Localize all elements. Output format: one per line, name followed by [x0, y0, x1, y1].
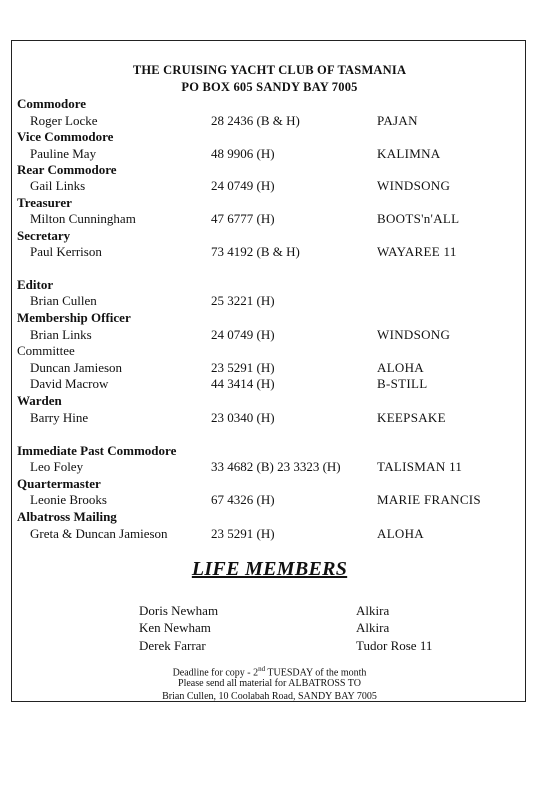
officer-name: Greta & Duncan Jamieson	[30, 526, 168, 541]
role-heading	[0, 195, 539, 212]
deadline-prefix: Deadline for copy - 2	[172, 667, 259, 679]
life-member-name: Derek Farrar	[139, 638, 206, 653]
officer-boat: MARIE FRANCIS	[377, 492, 481, 507]
officer-name: Barry Hine	[30, 410, 89, 425]
officer-phone: 24 0749 (H)	[211, 327, 275, 342]
role-label: Membership Officer	[17, 310, 131, 325]
officer-phone: 47 6777 (H)	[211, 211, 275, 226]
deadline-suffix: TUESDAY of the month	[265, 667, 367, 679]
officer-row	[0, 146, 539, 163]
officer-row	[0, 492, 539, 509]
officer-boat: WINDSONG	[377, 178, 451, 193]
officer-row	[0, 459, 539, 476]
officer-name: Duncan Jamieson	[30, 360, 123, 375]
role-label: Commodore	[17, 96, 87, 111]
officer-phone: 23 5291 (H)	[211, 360, 275, 375]
role-label: Warden	[17, 393, 62, 408]
officer-phone: 24 0749 (H)	[211, 178, 275, 193]
life-member-row	[0, 603, 539, 620]
role-heading	[0, 96, 539, 113]
officer-row	[0, 327, 539, 344]
officer-boat: WINDSONG	[377, 327, 451, 342]
role-heading	[0, 393, 539, 410]
role-label: Editor	[17, 277, 54, 292]
role-label: Vice Commodore	[17, 129, 114, 144]
officer-boat: KEEPSAKE	[377, 410, 446, 425]
officer-boat: ALOHA	[377, 360, 424, 375]
footer-instruction: Please send all material for ALBATROSS TO	[178, 678, 361, 689]
officer-phone: 33 4682 (B) 23 3323 (H)	[211, 459, 341, 474]
officer-row	[0, 113, 539, 130]
life-member-row	[0, 620, 539, 637]
officer-name: Brian Links	[30, 327, 92, 342]
role-heading	[0, 228, 539, 245]
role-label: Secretary	[17, 228, 71, 243]
life-member-boat: Tudor Rose 11	[356, 638, 433, 653]
deadline-superscript: nd	[258, 665, 266, 673]
officer-row	[0, 244, 539, 261]
role-label: Albatross Mailing	[17, 509, 117, 524]
officer-name: Brian Cullen	[30, 293, 97, 308]
officer-phone: 23 5291 (H)	[211, 526, 275, 541]
role-label: Quartermaster	[17, 476, 101, 491]
officer-boat: WAYAREE 11	[377, 244, 457, 259]
officer-row	[0, 360, 539, 377]
role-heading	[0, 509, 539, 526]
life-member-boat: Alkira	[356, 620, 390, 635]
role-heading	[0, 310, 539, 327]
life-member-row	[0, 638, 539, 655]
role-label: Committee	[17, 343, 75, 358]
officer-phone: 48 9906 (H)	[211, 146, 275, 161]
officer-row	[0, 293, 539, 310]
life-member-name: Ken Newham	[139, 620, 211, 635]
role-heading	[0, 129, 539, 146]
club-address: PO BOX 605 SANDY BAY 7005	[181, 80, 358, 94]
officer-phone: 23 0340 (H)	[211, 410, 275, 425]
officer-name: Milton Cunningham	[30, 211, 136, 226]
club-title: THE CRUISING YACHT CLUB OF TASMANIA	[132, 63, 407, 77]
life-members-title: LIFE MEMBERS	[191, 558, 348, 580]
officer-phone: 44 3414 (H)	[211, 376, 275, 391]
role-heading	[0, 343, 539, 360]
officer-boat: B-STILL	[377, 376, 428, 391]
officer-boat: KALIMNA	[377, 146, 441, 161]
officer-name: Leonie Brooks	[30, 492, 107, 507]
officer-row	[0, 526, 539, 543]
footer-address: Brian Cullen, 10 Coolabah Road, SANDY BAY 7005	[162, 691, 377, 702]
role-label: Rear Commodore	[17, 162, 117, 177]
officer-boat: BOOTS'n'ALL	[377, 211, 460, 226]
officer-phone: 25 3221 (H)	[211, 293, 275, 308]
officer-name: Pauline May	[30, 146, 97, 161]
officer-name: Gail Links	[30, 178, 86, 193]
officer-boat: ALOHA	[377, 526, 424, 541]
officer-name: Paul Kerrison	[30, 244, 102, 259]
role-heading	[0, 476, 539, 493]
officer-boat: TALISMAN 11	[377, 459, 463, 474]
officer-row	[0, 178, 539, 195]
officer-phone: 67 4326 (H)	[211, 492, 275, 507]
officer-phone: 73 4192 (B & H)	[211, 244, 300, 259]
officer-row	[0, 376, 539, 393]
officer-name: Leo Foley	[30, 459, 84, 474]
officer-name: David Macrow	[30, 376, 109, 391]
role-heading	[0, 162, 539, 179]
officer-boat: PAJAN	[377, 113, 418, 128]
life-member-name: Doris Newham	[139, 603, 219, 618]
officer-name: Roger Locke	[30, 113, 98, 128]
officer-phone: 28 2436 (B & H)	[211, 113, 300, 128]
role-label: Treasurer	[17, 195, 72, 210]
role-heading	[0, 443, 539, 460]
role-heading	[0, 277, 539, 294]
role-label: Immediate Past Commodore	[17, 443, 177, 458]
life-member-boat: Alkira	[356, 603, 390, 618]
officer-row	[0, 410, 539, 427]
officer-row	[0, 211, 539, 228]
